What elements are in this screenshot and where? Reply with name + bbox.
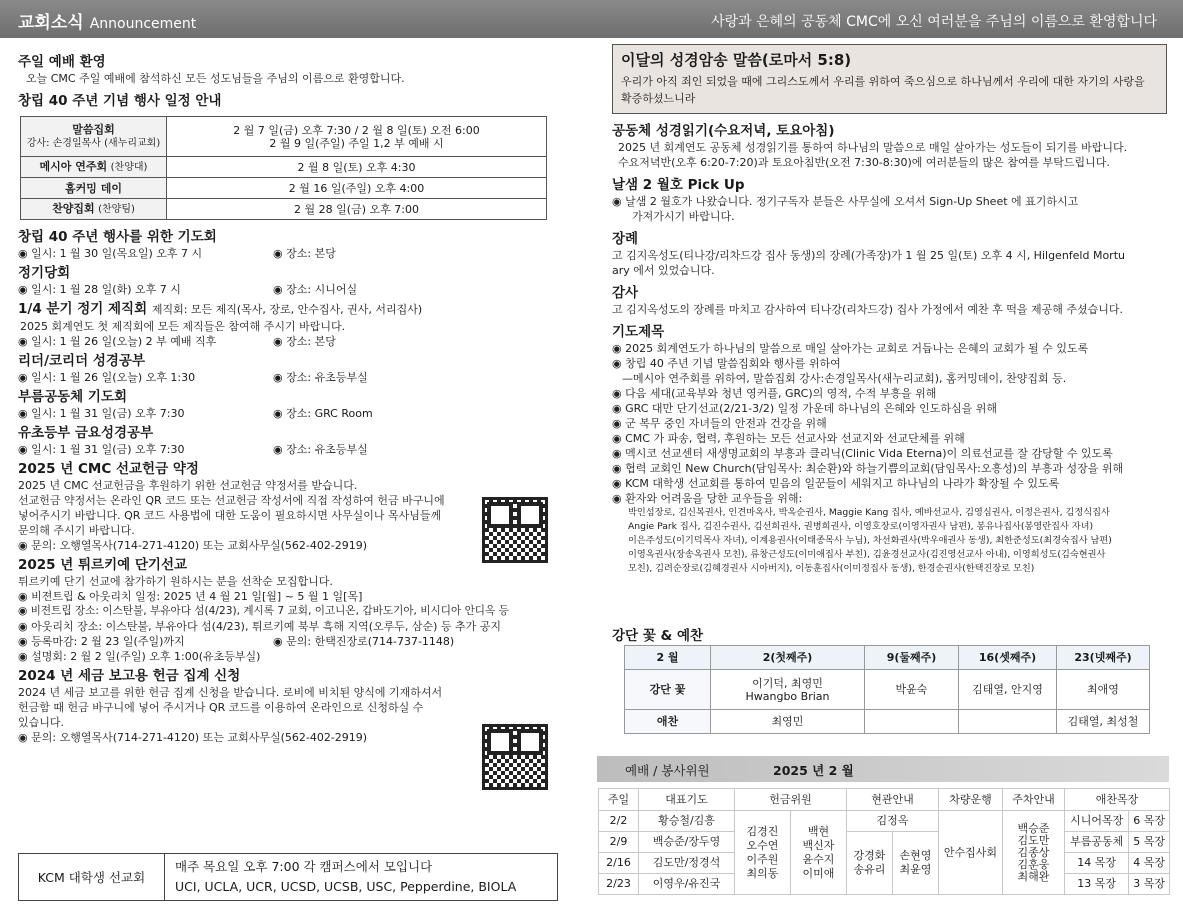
service-row: 2/2 황승철/김흥 김경진 오수연 이주원 최의동 백현 백신자 윤수지 이미애 김정옥 안수집사회 백승준 김도만 김종상 김훈웅 최해완 시니어목장 6 목장 [599, 811, 1170, 832]
event-row [21, 117, 547, 157]
service-title: 예배 / 봉사위원 [625, 763, 710, 778]
memory-verse-text: 우리가 아직 죄인 되었을 때에 그리스도께서 우리를 위하여 죽으심으로 하나님께서 우리에 대한 자기의 사랑을 [621, 75, 1145, 88]
memory-verse-text: 확증하셨느니라 [621, 92, 696, 105]
event-time: 2 월 16 일(주일) 오후 4:00 [167, 178, 547, 199]
header-title-en: Announcement [89, 16, 197, 32]
staff-meeting-info: ◉ 일시: 1 월 26 일(오늘) 2 부 예배 직후 ◉ 장소: 본당 [18, 334, 558, 349]
patients-list: 박인섬장로, 김신복권사, 인견마옥사, 박옥순권사, Maggie Kang 집사, 예바선교사, 김영심권사, 이정은권사, 김정식집사 Angie Park 집사, 김진수권사, 김선희권사, 권병희권사, 이영호장로(이영자권사 남편), 봉유나집사(봉영란집사 자녀) 이은주성도(이기덕목사 자녀), 이계용권사(이태종목사 누님), 차선화권사(박우애권사 동생), 최한준성도(최경숙집사 남편) 이영옥권사(장송옥권사 모친), 류창근성도(이미애집사 부친), 김윤경선교사(김진영선교사 아내), 이영희성도(김숙현권사 모친), 김려순장로(김혜경권사 시아버지), 이동훈집사(이미정집사 동생), 한경순권사(한택진장로 모친) [628, 507, 1112, 574]
tax-receipt-text: 헌금함 때 헌금 바구니에 넣어 주시거나 QR 코드를 이용하여 온라인으로 신청하실 수 [18, 701, 424, 714]
event-row [21, 199, 547, 220]
turkey-mission-title: 2025 년 튀르키예 단기선교 [18, 557, 188, 573]
council-title: 정기당회 [18, 265, 71, 281]
turkey-mission-meeting: ◉ 설명회: 2 월 2 일(주일) 오후 1:00(유초등부실) [18, 649, 558, 664]
turkey-mission-item: ◉ 비젼트립 장소: 이스탄불, 부유아다 섬(4/23), 계시록 7 교회, 이고니온, 갑바도기아, 비시디아 안디옥 등 [18, 604, 558, 619]
kcm-info [165, 854, 526, 900]
calling-prayer-title: 부름공동체 기도회 [18, 389, 128, 405]
event-label: 홈커밍 데이 [21, 178, 167, 199]
flower-row: 강단 꽃 이기덕, 최영민 Hwangbo Brian 박윤숙 김태열, 안지영 최애영 [625, 670, 1150, 710]
prayer-request-item: ◉ 멕시코 선교센터 새생명교회의 부흥과 클리닉(Clinic Vida Eterna)이 의료선교를 잘 감당할 수 있도록 [612, 446, 1172, 461]
funeral-title: 장례 [612, 231, 639, 247]
council-info: ◉ 일시: 1 월 28 일(화) 오후 7 시 ◉ 장소: 시니어실 [18, 282, 558, 297]
thanks-title: 감사 [612, 285, 639, 301]
thanks-text: 고 김지옥성도의 장례를 마치고 감사하여 티나강(리차드강) 집사 가정에서 예찬 후 떡을 제공해 주셨습니다. [612, 303, 1123, 316]
service-row: 2/16 김도만/정경석 14 목장 4 목장 [599, 853, 1170, 874]
calling-prayer-info: ◉ 일시: 1 월 31 일(금) 오후 7:30 ◉ 장소: GRC Room [18, 406, 558, 421]
bible-reading-text: 수요저녁반(오후 6:20-7:20)과 토요아침반(오전 7:30-8:30)에 여러분들의 많은 참여를 부탁드립니다. [618, 156, 1110, 169]
tax-receipt-title: 2024 년 세금 보고용 헌금 집계 신청 [18, 668, 241, 684]
staff-meeting-text: 2025 회계연도 첫 제직회에 모든 제직들은 참여해 주시기 바랍니다. [20, 320, 346, 333]
event-row [21, 157, 547, 178]
funeral-text: 고 김지옥성도(티나강/리차드강 집사 동생)의 장례(가족장)가 1 월 25 일(토) 오후 4 시, Hilgenfeld Mortu [612, 249, 1125, 262]
tax-receipt-contact: ◉ 문의: 오행열목사(714-271-4120) 또는 교회사무실(562-402-2919) [18, 730, 558, 745]
kcm-box [18, 853, 558, 901]
staff-meeting-heading: 1/4 분기 정기 제직회 제직회: 모든 제직(목사, 장로, 안수집사, 권사, 서리집사) [18, 301, 423, 317]
event-time: 2 월 8 일(토) 오후 4:30 [167, 157, 547, 178]
flower-title: 강단 꽃 & 예찬 [612, 628, 704, 644]
mission-pledge-text: 넣어주시기 바랍니다. QR 코드 사용법에 대한 도움이 필요하시면 사무실이나 목사님들께 [18, 509, 442, 522]
turkey-mission-item: ◉ 아웃리치 장소: 이스탄불, 부유아다 섬(4/23), 튀르키예 북부 흑해 지역(오루두, 삼순) 등 추가 공지 [18, 619, 558, 634]
prayer-request-item: ◉ 다음 세대(교육부와 청년 영커플, GRC)의 영적, 수적 부흥을 위해 [612, 386, 1172, 401]
memory-verse-title: 이달의 성경암송 말씀(로마서 5:8) [621, 51, 852, 69]
prayer-request-item: ◉ CMC 가 파송, 협력, 후원하는 모든 선교사와 선교지와 선교단체를 위해 [612, 431, 1172, 446]
mission-pledge-qr-code[interactable] [482, 497, 548, 563]
mission-pledge-text: 문의해 주시기 바랍니다. [18, 524, 135, 537]
turkey-mission-deadline: ◉ 등록마감: 2 월 23 일(주일)까지 ◉ 문의: 한택진장로(714-737-1148) [18, 634, 558, 649]
service-header-row: 주일 대표기도 헌금위원 현관안내 차량운행 주차안내 애찬목장 [599, 789, 1170, 811]
service-month: 2025 년 2 월 [773, 763, 854, 778]
bible-reading-title: 공동체 성경읽기(수요저녁, 토요아침) [612, 123, 835, 139]
mission-pledge-text: 선교헌금 약정서는 온라인 QR 코드 또는 선교헌금 작성서에 직접 작성하여 헌금 바구니에 [18, 494, 445, 507]
welcome-text: 오늘 CMC 주일 예배에 참석하신 모든 성도님들을 주님의 이름으로 환영합니다. [26, 72, 405, 85]
tax-receipt-qr-code[interactable] [482, 724, 548, 790]
event-label: 말씀집회 강사: 손경일목사 (새누리교회) [21, 117, 167, 157]
prayer-request-item: ◉ 창립 40 주년 기념 말씀집회와 행사를 위하여 [612, 356, 1172, 371]
right-column [612, 44, 1172, 644]
kcm-campuses: UCI, UCLA, UCR, UCSD, UCSB, USC, Pepperdine, BIOLA [175, 879, 517, 894]
turkey-mission-text: 튀르키예 단기 선교에 참가하기 원하시는 분을 선착순 모집합니다. [18, 575, 333, 588]
header-welcome: 사랑과 은혜의 공동체 CMC에 오신 여러분을 주님의 이름으로 환영합니다 [711, 14, 1157, 30]
kids-study-info: ◉ 일시: 1 월 31 일(금) 오후 7:30 ◉ 장소: 유초등부실 [18, 442, 558, 457]
prayer-request-item: ◉ 군 복무 중인 자녀들의 안전과 건강을 위해 [612, 416, 1172, 431]
event-time: 2 월 28 일(금) 오후 7:00 [167, 199, 547, 220]
prayer-request-subitem: —메시아 연주회를 위하여, 말씀집회 강사:손경일목사(새누리교회), 홈커밍데이, 찬양집회 등. [622, 372, 1067, 385]
kids-study-title: 유초등부 금요성경공부 [18, 425, 154, 441]
prayer-requests-title: 기도제목 [612, 324, 665, 340]
anniversary-events-table [20, 116, 547, 220]
event-row [21, 178, 547, 199]
prayer-request-item: ◉ GRC 대만 단기선교(2/21-3/2) 일정 가운데 하나님의 은혜와 인도하심을 위해 [612, 401, 1172, 416]
memory-verse-box [612, 44, 1167, 114]
service-row: 2/9 백승준/장두영 강경화 송유리 손현영 최윤영 부름공동체 5 목장 [599, 832, 1170, 853]
magazine-pickup-text: 가져가시기 바랍니다. [632, 210, 735, 223]
prayer-request-item: ◉ 협력 교회인 New Church(담임목사: 최순환)와 하늘기쁨의교회(담임목사:오흥성)의 부흥과 성장을 위해 [612, 461, 1172, 476]
mission-pledge-text: 2025 년 CMC 선교헌금을 후원하기 위한 선교헌금 약정서를 받습니다. [18, 479, 358, 492]
service-bar [597, 756, 1169, 782]
event-label: 메시아 연주회 (찬양대) [21, 157, 167, 178]
kcm-label: KCM 대학생 선교회 [19, 854, 165, 900]
page-header [0, 0, 1183, 38]
bible-reading-text: 2025 년 회계연도 공동체 성경읽기를 통하여 하나님의 말씀으로 매일 살아가는 성도들이 되기를 바랍니다. [618, 141, 1128, 154]
event-label: 찬양집회 (찬양팀) [21, 199, 167, 220]
mission-pledge-contact: ◉ 문의: 오행열목사(714-271-4120) 또는 교회사무실(562-402-2919) [18, 538, 558, 553]
magazine-pickup-text: ◉ 날샘 2 월호가 나왔습니다. 정기구독자 분들은 사무실에 오셔서 Sign-Up Sheet 에 표기하시고 [612, 194, 1172, 209]
header-title-ko: 교회소식 [18, 13, 84, 33]
kcm-schedule: 매주 목요일 오후 7:00 각 캠퍼스에서 모입니다 [175, 859, 433, 874]
leader-study-title: 리더/코리더 성경공부 [18, 353, 145, 369]
funeral-text: ary 에서 있었습니다. [612, 264, 715, 277]
mission-pledge-title: 2025 년 CMC 선교헌금 약정 [18, 461, 199, 477]
prayer-request-item: ◉ KCM 대학생 선교회를 통하여 믿음의 일꾼들이 세워지고 하나님의 나라가 확장될 수 있도록 [612, 476, 1172, 491]
prayer-meeting-info: ◉ 일시: 1 월 30 일(목요일) 오후 7 시 ◉ 장소: 본당 [18, 246, 558, 261]
service-table [598, 788, 1170, 895]
leader-study-info: ◉ 일시: 1 월 26 일(오늘) 오후 1:30 ◉ 장소: 유초등부실 [18, 370, 558, 385]
flower-table [624, 645, 1150, 734]
service-row: 2/23 이영우/유진국 13 목장 3 목장 [599, 874, 1170, 895]
tax-receipt-text: 2024 년 세금 보고를 위한 헌금 집계 신청을 받습니다. 로비에 비치된 양식에 기재하셔서 [18, 686, 443, 699]
prayer-request-item: ◉ 환자와 어려움을 당한 교우들을 위해: [612, 491, 1172, 506]
welcome-title: 주일 예배 환영 [18, 54, 106, 70]
event-time: 2 월 7 일(금) 오후 7:30 / 2 월 8 일(토) 오전 6:00 2 월 9 일(주일) 주일 1,2 부 예배 시 [167, 117, 547, 157]
turkey-mission-item: ◉ 비젼트립 & 아웃리치 일정: 2025 년 4 월 21 일[월] ~ 5 월 1 일[목] [18, 589, 558, 604]
snack-row: 애찬 최영민 김태열, 최성철 [625, 710, 1150, 734]
header-title [18, 8, 196, 33]
left-column [18, 50, 558, 745]
tax-receipt-text: 있습니다. [18, 716, 65, 729]
prayer-request-item: ◉ 2025 회계연도가 하나님의 말씀으로 매일 살아가는 교회로 거듭나는 은혜의 교회가 될 수 있도록 [612, 341, 1172, 356]
parking-cell: 백승준 김도만 김종상 김훈웅 최해완 [1003, 811, 1065, 895]
magazine-pickup-title: 날샘 2 월호 Pick Up [612, 177, 745, 193]
flower-header-row: 2 월 2(첫째주) 9(둘째주) 16(셋째주) 23(넷째주) [625, 646, 1150, 670]
prayer-meeting-title: 창립 40 주년 행사를 위한 기도회 [18, 229, 217, 245]
anniversary-title: 창립 40 주년 기념 행사 일정 안내 [18, 93, 222, 109]
